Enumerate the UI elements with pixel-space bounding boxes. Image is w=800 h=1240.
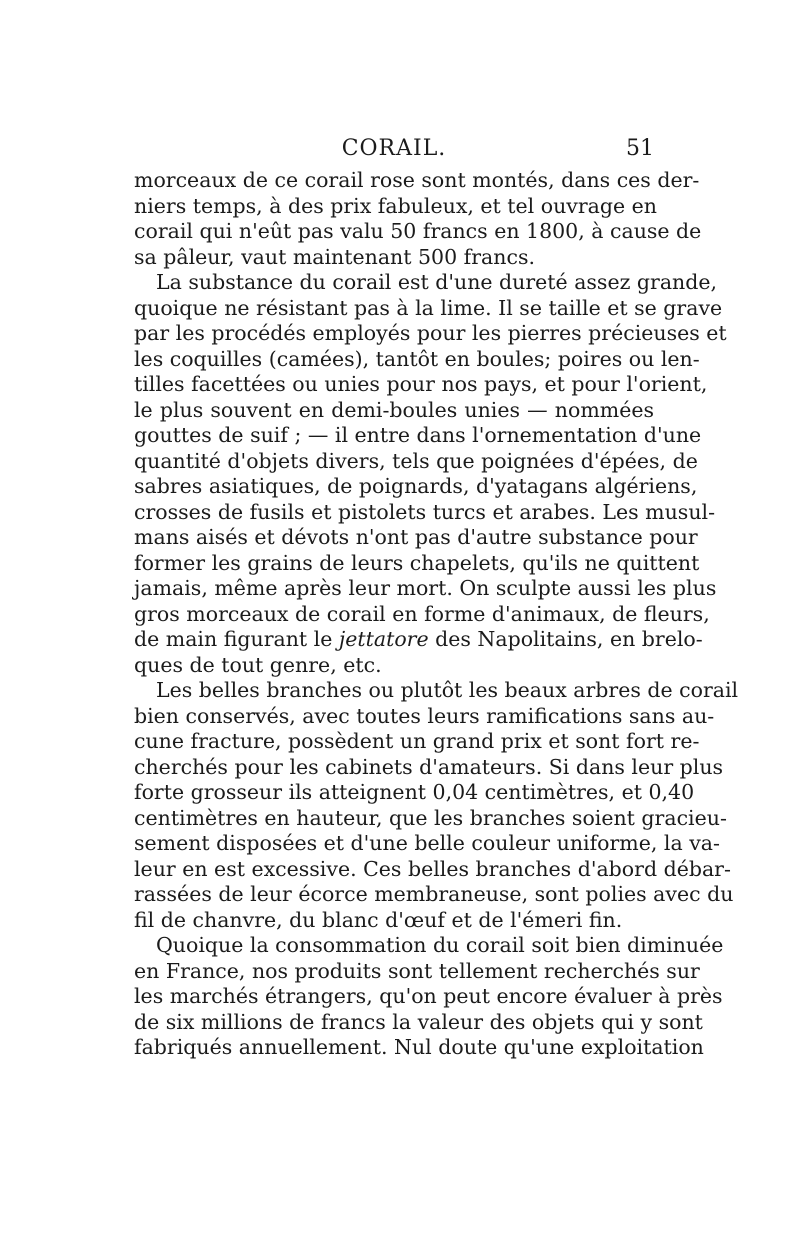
page-header: [134, 134, 654, 164]
text-line: tilles facettées ou unies pour nos pays, et pour l'orient,: [134, 372, 708, 396]
text-line: forte grosseur ils atteignent 0,04 centimètres, et 0,40: [134, 780, 695, 804]
text-line: sement disposées et d'une belle couleur uniforme, la va-: [134, 831, 720, 855]
text-line: crosses de fusils et pistolets turcs et arabes. Les musul-: [134, 499, 716, 524]
text-line: sa pâleur, vaut maintenant 500 francs.: [134, 244, 535, 269]
text-line: en France, nos produits sont tellement recherchés sur: [134, 958, 700, 983]
text-line: jamais, même après leur mort. On sculpte aussi les plus: [134, 576, 717, 600]
body-text: [134, 168, 739, 1061]
text-line: Quoique la consommation du corail soit bien diminuée: [156, 933, 724, 957]
text-line: La substance du corail est d'une dureté assez grande,: [156, 270, 718, 294]
text-line: les coquilles (camées), tantôt en boules; poires ou len-: [134, 346, 700, 371]
text-line: par les procédés employés pour les pierres précieuses et: [134, 321, 727, 345]
text-line: quantité d'objets divers, tels que poignées d'épées, de: [134, 448, 698, 473]
text-line: leur en est excessive. Ces belles branches d'abord débar-: [134, 856, 731, 881]
text-line: fil de chanvre, du blanc d'œuf et de l'émeri fin.: [134, 907, 623, 932]
running-title: CORAIL.: [341, 136, 447, 161]
text-line: Les belles branches ou plutôt les beaux arbres de corail: [156, 678, 739, 702]
text-line: les marchés étrangers, qu'on peut encore évaluer à près: [134, 984, 723, 1008]
text-line: mans aisés et dévots n'ont pas d'autre substance pour: [134, 525, 698, 549]
text-segment: des Napolitains, en brelo-: [435, 627, 703, 651]
text-line: bien conservés, avec toutes leurs ramifications sans au-: [134, 703, 715, 728]
text-line: cune fracture, possèdent un grand prix et sont fort re-: [134, 729, 700, 753]
text-line-with-italic: [134, 627, 703, 653]
text-line: fabriqués annuellement. Nul doute qu'une exploitation: [134, 1035, 704, 1059]
text-line: ques de tout genre, etc.: [134, 652, 382, 677]
text-line: le plus souvent en demi-boules unies — nommées: [134, 397, 654, 422]
text-line: quoique ne résistant pas à la lime. Il se taille et se grave: [134, 295, 723, 320]
text-segment: de main figurant le: [134, 627, 333, 651]
text-line: former les grains de leurs chapelets, qu'ils ne quittent: [134, 550, 700, 575]
text-line: gros morceaux de corail en forme d'animaux, de fleurs,: [134, 601, 710, 626]
text-line: rassées de leur écorce membraneuse, sont polies avec du: [134, 882, 734, 906]
text-line: gouttes de suif ; — il entre dans l'ornementation d'une: [134, 423, 702, 447]
italic-term: jettatore: [338, 627, 429, 651]
text-line: corail qui n'eût pas valu 50 francs en 1800, à cause de: [134, 219, 702, 243]
text-line: morceaux de ce corail rose sont montés, dans ces der-: [134, 168, 700, 192]
text-line: sabres asiatiques, de poignards, d'yatagans algériens,: [134, 474, 698, 498]
page-number: 51: [626, 136, 654, 161]
text-line: de six millions de francs la valeur des objets qui y sont: [134, 1009, 703, 1034]
text-line: centimètres en hauteur, que les branches soient gracieu-: [134, 805, 727, 830]
text-line: niers temps, à des prix fabuleux, et tel ouvrage en: [134, 193, 658, 218]
text-line: cherchés pour les cabinets d'amateurs. Si dans leur plus: [134, 754, 724, 779]
